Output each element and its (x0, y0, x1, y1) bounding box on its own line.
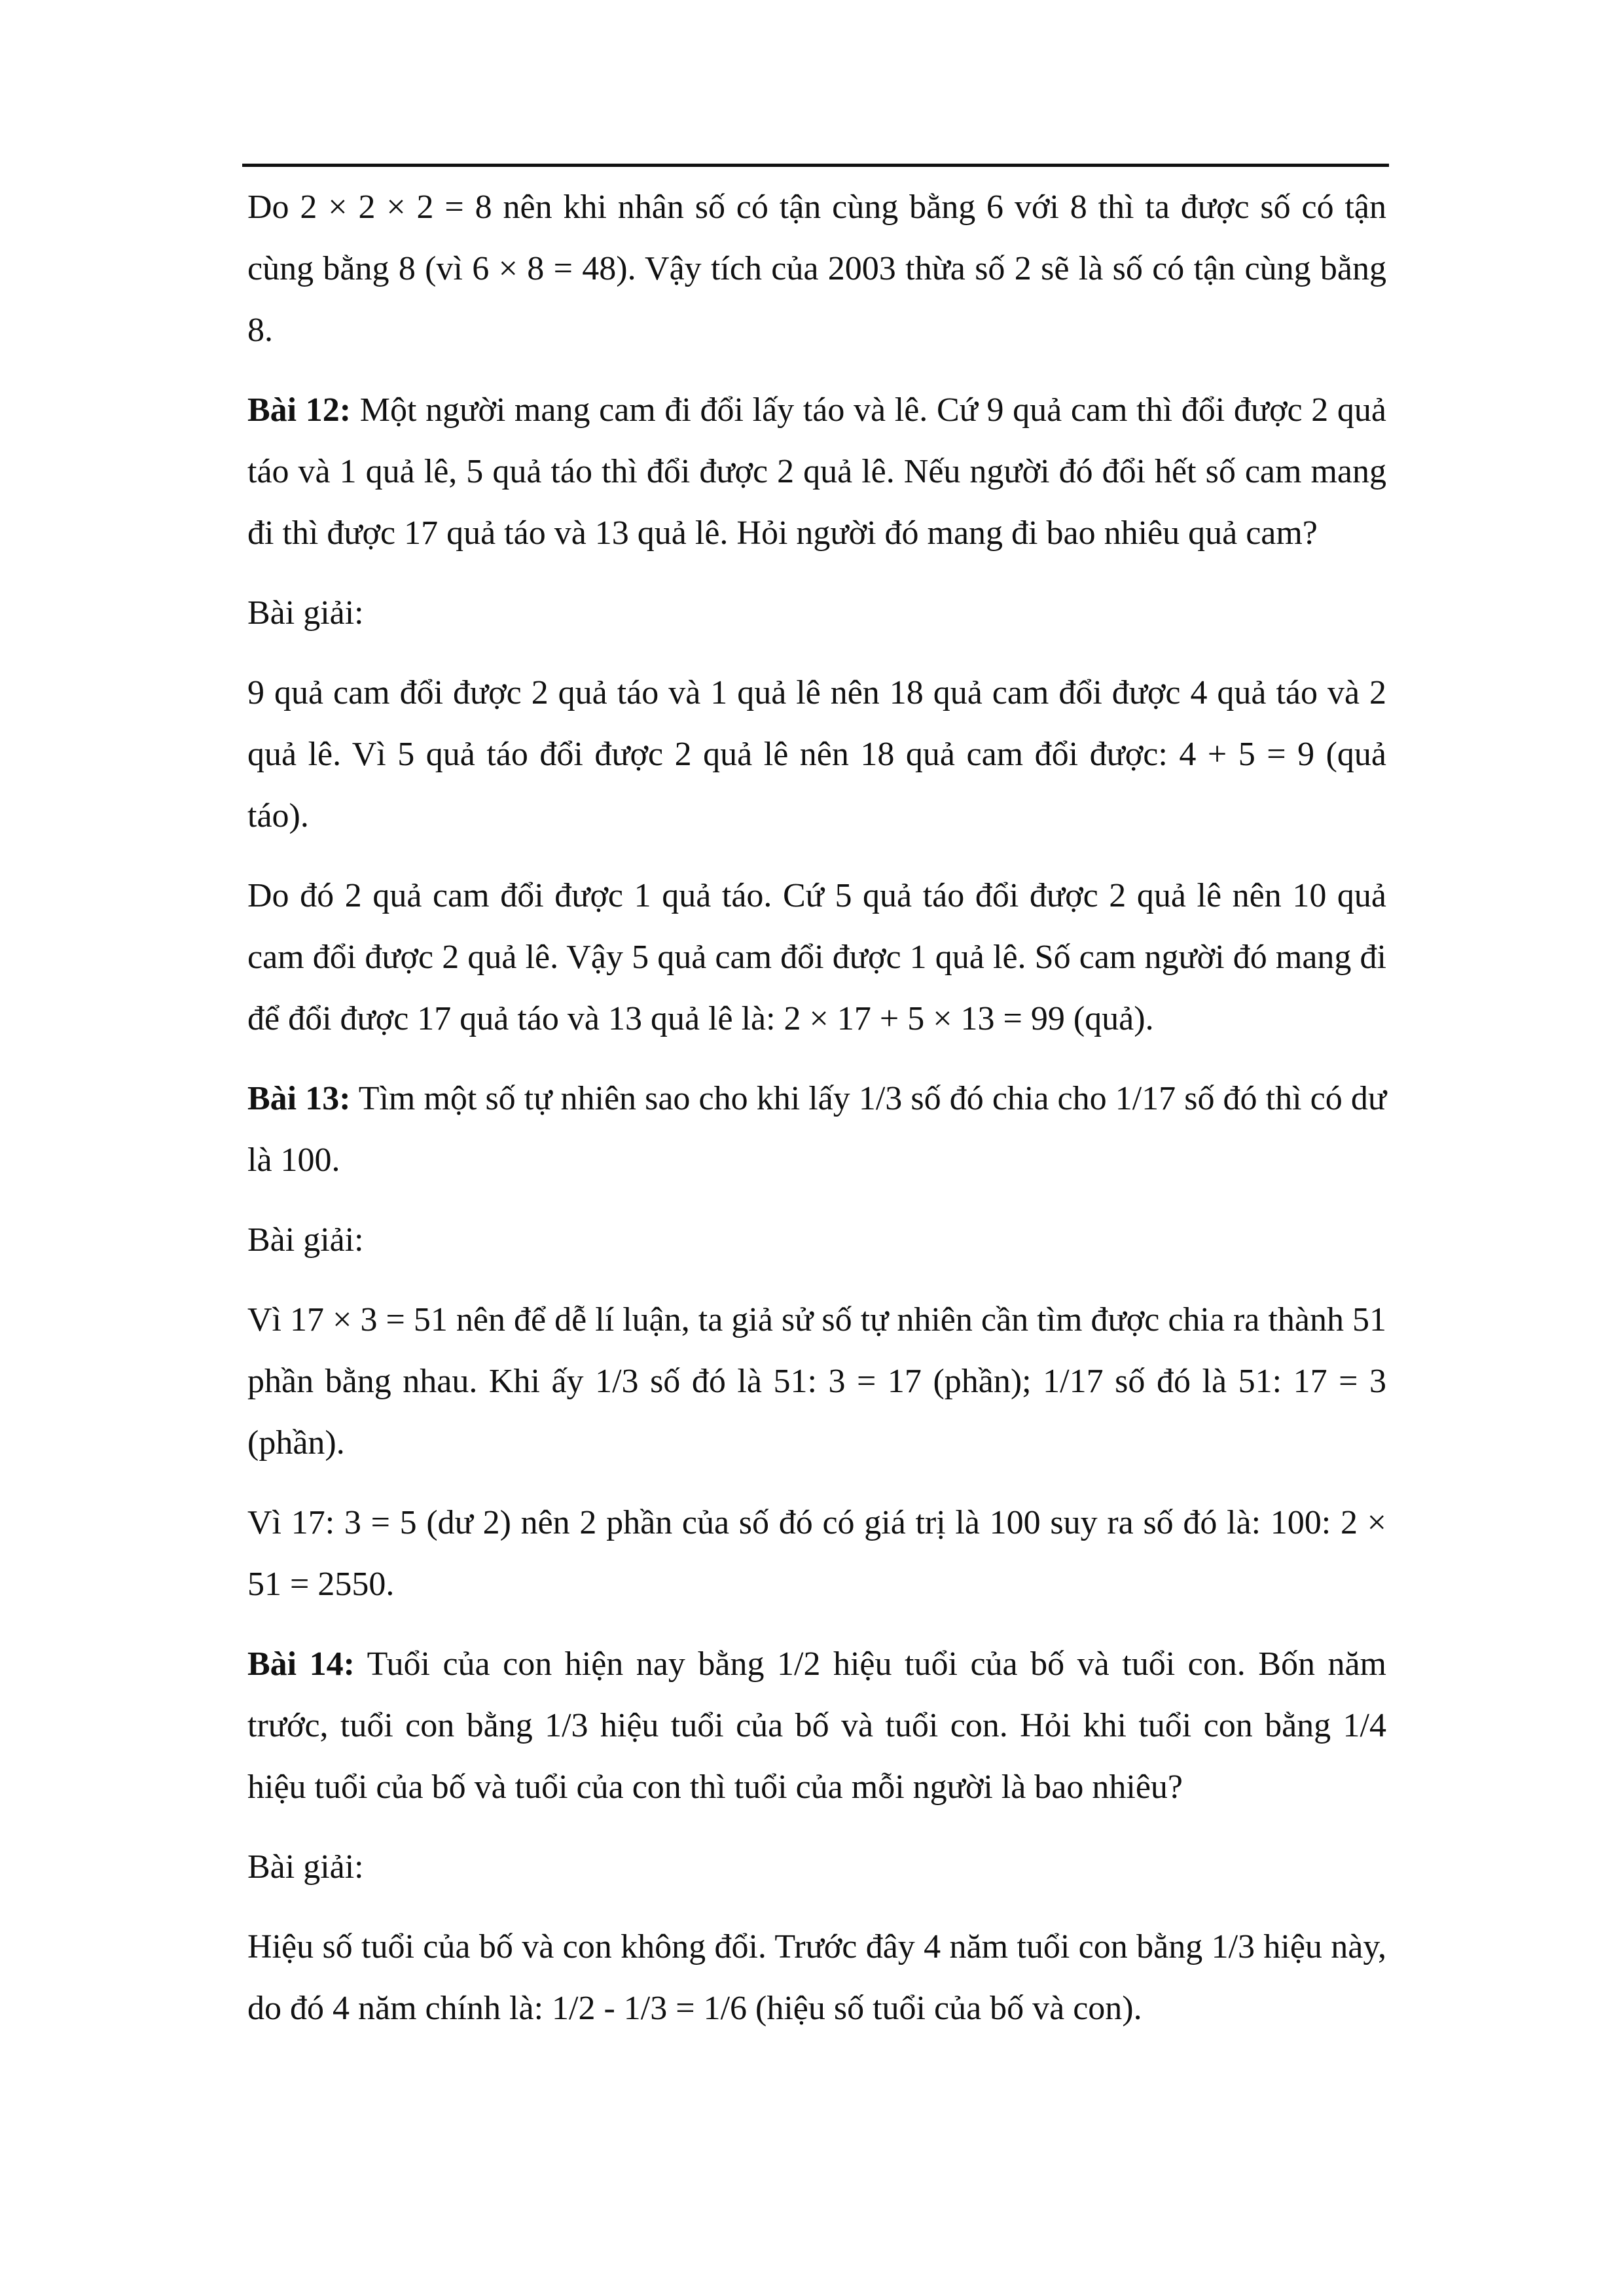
solution-paragraph: Hiệu số tuổi của bố và con không đổi. Trước đây 4 năm tuổi con bằng 1/3 hiệu này, do đó 4 năm chính là: 1/2 - 1/3 = 1/6 (hiệu số tuổi của bố và con). (247, 1928, 1386, 2027)
problem-text: Tìm một số tự nhiên sao cho khi lấy 1/3 số đó chia cho 1/17 số đó thì có dư là 100. (247, 1080, 1386, 1179)
problem-label: Bài 13: (247, 1080, 351, 1117)
solution-paragraph: 9 quả cam đổi được 2 quả táo và 1 quả lê nên 18 quả cam đổi được 4 quả táo và 2 quả lê. Vì 5 quả táo đổi được 2 quả lê nên 18 quả cam đổi được: 4 + 5 = 9 (quả táo). (247, 674, 1386, 834)
solution-heading: Bài giải: (247, 1848, 364, 1886)
problem-14 (247, 1634, 1386, 1818)
problem-text: Một người mang cam đi đổi lấy táo và lê. Cứ 9 quả cam thì đổi được 2 quả táo và 1 quả lê, 5 quả táo thì đổi được 2 quả lê. Nếu người đó đổi hết số cam mang đi thì được 17 quả táo và 13 quả lê. Hỏi người đó mang đi bao nhiêu quả cam? (247, 391, 1386, 552)
solution-heading: Bài giải: (247, 594, 364, 632)
solution-heading: Bài giải: (247, 1221, 364, 1259)
header-rule (242, 164, 1389, 167)
problem-13 (247, 1068, 1386, 1191)
solution-paragraph: Vì 17 × 3 = 51 nên để dễ lí luận, ta giả sử số tự nhiên cần tìm được chia ra thành 51 phần bằng nhau. Khi ấy 1/3 số đó là 51: 3 = 17 (phần); 1/17 số đó là 51: 17 = 3 (phần). (247, 1301, 1386, 1462)
paragraph-solution-continued: Do 2 × 2 × 2 = 8 nên khi nhân số có tận cùng bằng 6 với 8 thì ta được số có tận cùng bằng 8 (vì 6 × 8 = 48). Vậy tích của 2003 thừa số 2 sẽ là số có tận cùng bằng 8. (247, 188, 1386, 349)
page-content (247, 177, 1386, 2058)
problem-text: Tuổi của con hiện nay bằng 1/2 hiệu tuổi của bố và tuổi con. Bốn năm trước, tuổi con bằng 1/3 hiệu tuổi của bố và tuổi con. Hỏi khi tuổi con bằng 1/4 hiệu tuổi của bố và tuổi của con thì tuổi của mỗi người là bao nhiêu? (247, 1645, 1387, 1806)
problem-12 (247, 380, 1386, 564)
problem-label: Bài 12: (247, 391, 352, 429)
solution-paragraph: Do đó 2 quả cam đổi được 1 quả táo. Cứ 5 quả táo đổi được 2 quả lê nên 10 quả cam đổi được 2 quả lê. Vậy 5 quả cam đổi được 1 quả lê. Số cam người đó mang đi để đổi được 17 quả táo và 13 quả lê là: 2 × 17 + 5 × 13 = 99 (quả). (247, 877, 1386, 1037)
problem-label: Bài 14: (247, 1645, 355, 1683)
solution-paragraph: Vì 17: 3 = 5 (dư 2) nên 2 phần của số đó có giá trị là 100 suy ra số đó là: 100: 2 × 51 = 2550. (247, 1504, 1386, 1603)
